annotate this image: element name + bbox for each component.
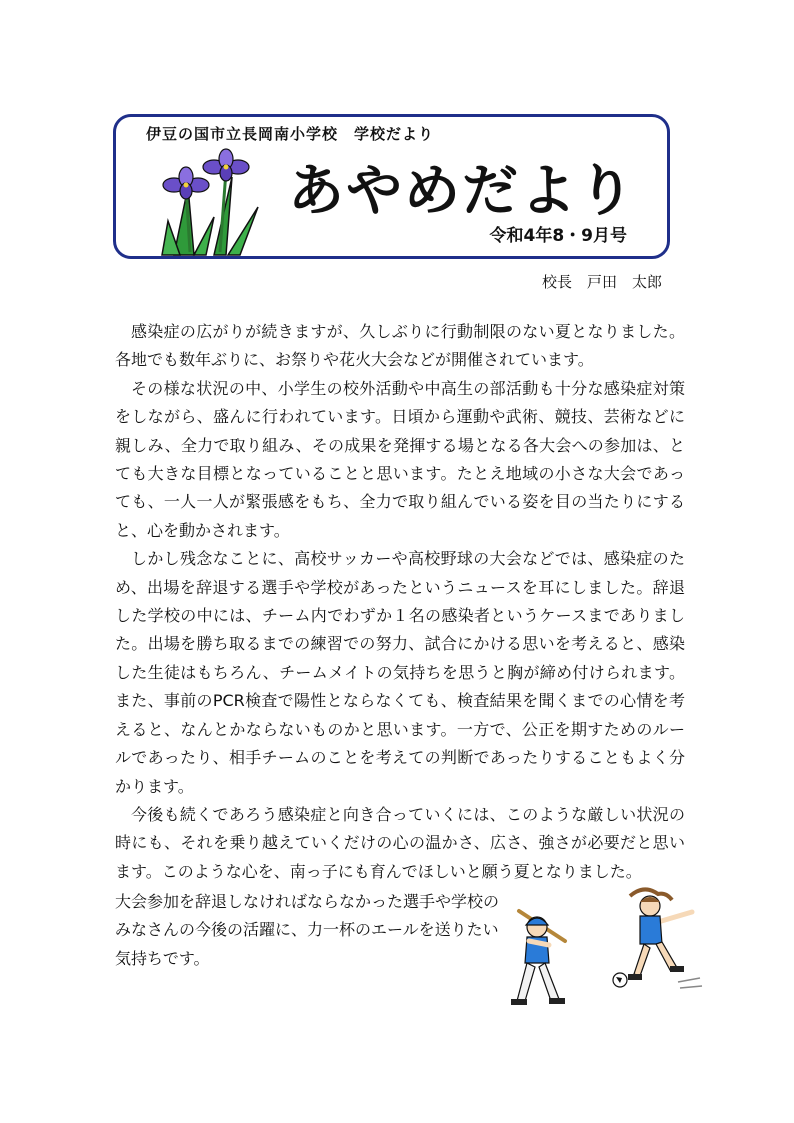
paragraph: 感染症の広がりが続きますが、久しぶりに行動制限のない夏となりました。各地でも数年ぶりに、お祭りや花火大会などが開催されています。 xyxy=(115,322,685,370)
closing-paragraph: 大会参加を辞退しなければならなかった選手や学校のみなさんの今後の活躍に、力一杯のエールを送りたい気持ちです。 xyxy=(115,892,500,968)
iris-flower-illustration xyxy=(154,147,274,257)
article-body xyxy=(115,318,685,886)
principal-name: 校長 戸田 太郎 xyxy=(541,273,662,291)
paragraph: 今後も続くであろう感染症と向き合っていくには、このような厳しい状況の時にも、それを乗り越えていくだけの心の温かさ、広さ、強さが必要だと思います。このような心を、南っ子にも育んでほしいと願う夏となりました。 xyxy=(115,804,685,881)
closing-text xyxy=(115,888,500,973)
paragraph: その様な状況の中、小学生の校外活動や中高生の部活動も十分な感染症対策をしながら、盛んに行われています。日頃から運動や武術、競技、芸術などに親しみ、全力で取り組み、その成果を発揮する場となる各大会への参加は、とても大きな目標となっていることと思います。たとえ地域の小さな大会であっても、一人一人が緊張感をもち、全力で取り組んでいる姿を目の当たりにすると、心を動かされます。 xyxy=(115,378,685,540)
school-name-line: 伊豆の国市立長岡南小学校 学校だより xyxy=(146,125,435,143)
soccer-player-illustration xyxy=(600,882,705,994)
newsletter-header xyxy=(113,114,670,259)
issue-label: 令和4年8・9月号 xyxy=(489,226,627,246)
paragraph: しかし残念なことに、高校サッカーや高校野球の大会などでは、感染症のため、出場を辞退する選手や学校があったというニュースを耳にしました。辞退した学校の中には、チーム内でわずか１名の感染者というケースまでありました。出場を勝ち取るまでの練習での努力、試合にかける思いを考えると、感染した生徒はもちろん、チームメイトの気持ちを思うと胸が締め付けられます。また、事前のPCR検査で陽性とならなくても、検査結果を聞くまでの心情を考えると、なんとかならないものかと思います。一方で、公正を期すためのルールであったり、相手チームのことを考えての判断であったりすることもよく分かります。 xyxy=(115,549,685,796)
newsletter-title: あやめだより xyxy=(288,159,636,224)
baseball-batter-illustration xyxy=(497,903,577,1009)
